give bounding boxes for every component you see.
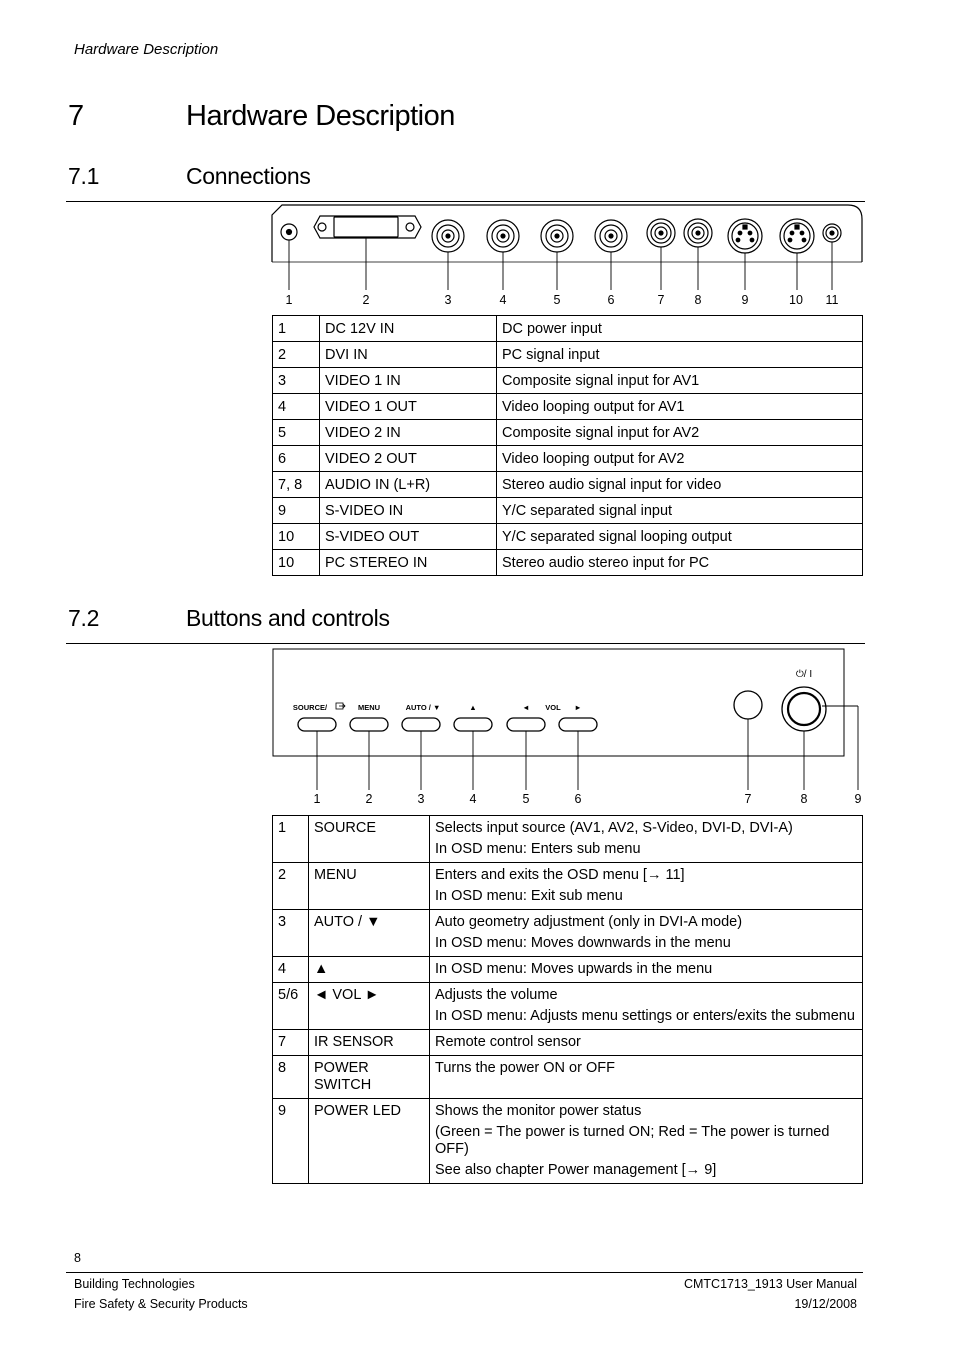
vol-right-button-shape xyxy=(559,718,597,731)
table-row xyxy=(273,420,863,446)
control-name: POWER LED xyxy=(309,1099,430,1184)
description-line: In OSD menu: Moves upwards in the menu xyxy=(435,961,713,977)
section-title-buttons: Buttons and controls xyxy=(186,605,390,631)
control-number: 8 xyxy=(273,1056,309,1099)
section-title-connections: Connections xyxy=(186,163,311,189)
button-callout-6: 6 xyxy=(574,792,582,806)
svideo-connector-in xyxy=(728,219,762,253)
control-name: AUTO / ▼ xyxy=(309,910,430,957)
control-description xyxy=(430,983,863,1030)
connection-number: 2 xyxy=(273,342,320,368)
control-description xyxy=(430,910,863,957)
connection-description: DC power input xyxy=(497,316,863,342)
section-rule-buttons xyxy=(66,643,865,644)
dc-jack-connector xyxy=(281,224,297,240)
callout-7: 7 xyxy=(657,293,665,307)
table-row xyxy=(273,316,863,342)
control-description xyxy=(430,1030,863,1056)
callout-10: 10 xyxy=(789,293,803,307)
connection-description: Stereo audio stereo input for PC xyxy=(497,550,863,576)
connection-name: VIDEO 1 OUT xyxy=(320,394,497,420)
running-header: Hardware Description xyxy=(74,41,219,58)
control-description xyxy=(430,1099,863,1184)
callout-1: 1 xyxy=(285,293,293,307)
connection-number: 10 xyxy=(273,524,320,550)
connections-table xyxy=(272,315,863,576)
connection-number: 7, 8 xyxy=(273,472,320,498)
table-row xyxy=(273,524,863,550)
table-row xyxy=(273,816,863,863)
vol-left-label: ◄ xyxy=(522,703,530,712)
table-row xyxy=(273,863,863,910)
button-callout-2: 2 xyxy=(365,792,373,806)
connection-description: Video looping output for AV2 xyxy=(497,446,863,472)
vol-label: VOL xyxy=(545,703,561,712)
chapter-title: Hardware Description xyxy=(186,100,455,132)
callout-9: 9 xyxy=(741,293,749,307)
connection-description: Composite signal input for AV1 xyxy=(497,368,863,394)
description-line: Adjusts the volume xyxy=(435,987,558,1003)
connection-number: 9 xyxy=(273,498,320,524)
connection-number: 5 xyxy=(273,420,320,446)
table-row xyxy=(273,446,863,472)
description-line: (Green = The power is turned ON; Red = The power is turned OFF) xyxy=(435,1124,830,1157)
table-row xyxy=(273,910,863,957)
rear-panel-outline xyxy=(272,205,862,262)
footer-date: 19/12/2008 xyxy=(794,1297,857,1311)
rca-connector-audio-left xyxy=(647,219,675,247)
ir-sensor-shape xyxy=(734,691,762,719)
connection-description: Composite signal input for AV2 xyxy=(497,420,863,446)
source-label: SOURCE/ xyxy=(292,703,328,712)
description-line: In OSD menu: Enters sub menu xyxy=(435,841,641,857)
control-description xyxy=(430,863,863,910)
connection-name: PC STEREO IN xyxy=(320,550,497,576)
description-line: Shows the monitor power status xyxy=(435,1103,642,1119)
connection-description: PC signal input xyxy=(497,342,863,368)
auto-button-shape xyxy=(402,718,440,731)
control-name: POWER SWITCH xyxy=(309,1056,430,1099)
power-symbol-label: ⏻/ I xyxy=(795,669,813,680)
callout-2: 2 xyxy=(362,293,370,307)
table-row xyxy=(273,957,863,983)
dvi-connector xyxy=(314,216,421,238)
source-icon xyxy=(336,703,345,709)
connection-name: DC 12V IN xyxy=(320,316,497,342)
buttons-diagram xyxy=(266,646,870,808)
control-number: 1 xyxy=(273,816,309,863)
description-line: Turns the power ON or OFF xyxy=(435,1060,615,1076)
bnc-connector-video2-out xyxy=(595,220,627,252)
control-name: ◄ VOL ► xyxy=(309,983,430,1030)
control-description xyxy=(430,1056,863,1099)
table-row xyxy=(273,1030,863,1056)
control-number: 9 xyxy=(273,1099,309,1184)
description-line: Remote control sensor xyxy=(435,1034,581,1050)
section-rule-connections xyxy=(66,201,865,202)
table-row xyxy=(273,368,863,394)
control-description xyxy=(430,957,863,983)
connection-description: Video looping output for AV1 xyxy=(497,394,863,420)
auto-label: AUTO / ▼ xyxy=(405,703,441,712)
button-callout-1: 1 xyxy=(313,792,321,806)
table-row xyxy=(273,498,863,524)
bnc-connector-video1-in xyxy=(432,220,464,252)
bnc-connector-video1-out xyxy=(487,220,519,252)
description-line: Auto geometry adjustment (only in DVI-A mode) xyxy=(435,914,743,930)
control-number: 4 xyxy=(273,957,309,983)
table-row xyxy=(273,394,863,420)
section-number-buttons: 7.2 xyxy=(68,605,100,631)
table-row xyxy=(273,1099,863,1184)
connection-name: S-VIDEO OUT xyxy=(320,524,497,550)
callout-6: 6 xyxy=(607,293,615,307)
connection-number: 4 xyxy=(273,394,320,420)
control-number: 5/6 xyxy=(273,983,309,1030)
table-row xyxy=(273,1056,863,1099)
table-row xyxy=(273,550,863,576)
button-callout-3: 3 xyxy=(417,792,425,806)
description-line: Enters and exits the OSD menu [→ 11] xyxy=(435,867,685,883)
connection-number: 6 xyxy=(273,446,320,472)
button-callout-7: 7 xyxy=(744,792,752,806)
chapter-number: 7 xyxy=(68,100,84,132)
control-description xyxy=(430,816,863,863)
buttons-table xyxy=(272,815,863,1184)
connection-name: DVI IN xyxy=(320,342,497,368)
button-callout-4: 4 xyxy=(469,792,477,806)
page-number: 8 xyxy=(74,1251,81,1265)
control-name: SOURCE xyxy=(309,816,430,863)
control-number: 7 xyxy=(273,1030,309,1056)
button-callout-9: 9 xyxy=(854,792,862,806)
footer-company: Building Technologies xyxy=(74,1277,195,1291)
control-name: IR SENSOR xyxy=(309,1030,430,1056)
callout-4: 4 xyxy=(499,293,507,307)
description-line: Selects input source (AV1, AV2, S-Video, DVI-D, DVI-A) xyxy=(435,820,793,836)
connection-description: Y/C separated signal input xyxy=(497,498,863,524)
source-button-shape xyxy=(298,718,336,731)
rca-connector-audio-right xyxy=(684,219,712,247)
connection-number: 10 xyxy=(273,550,320,576)
callout-11: 11 xyxy=(825,293,839,307)
description-line: In OSD menu: Exit sub menu xyxy=(435,888,623,904)
vol-left-button-shape xyxy=(507,718,545,731)
up-label: ▲ xyxy=(469,703,477,712)
callout-5: 5 xyxy=(553,293,561,307)
control-number: 3 xyxy=(273,910,309,957)
description-line: In OSD menu: Moves downwards in the menu xyxy=(435,935,731,951)
description-line: See also chapter Power management [→ 9] xyxy=(435,1162,717,1178)
control-name: MENU xyxy=(309,863,430,910)
menu-button-shape xyxy=(350,718,388,731)
description-line: In OSD menu: Adjusts menu settings or enters/exits the submenu xyxy=(435,1008,855,1024)
footer-division: Fire Safety & Security Products xyxy=(74,1297,248,1311)
button-callout-8: 8 xyxy=(800,792,808,806)
table-row xyxy=(273,342,863,368)
connection-description: Y/C separated signal looping output xyxy=(497,524,863,550)
connection-name: VIDEO 2 OUT xyxy=(320,446,497,472)
table-row xyxy=(273,983,863,1030)
footer-rule xyxy=(66,1272,863,1273)
connection-number: 3 xyxy=(273,368,320,394)
menu-label: MENU xyxy=(357,703,381,712)
bnc-connector-video2-in xyxy=(541,220,573,252)
control-number: 2 xyxy=(273,863,309,910)
connections-diagram xyxy=(266,203,870,311)
connection-number: 1 xyxy=(273,316,320,342)
button-callout-5: 5 xyxy=(522,792,530,806)
section-number-connections: 7.1 xyxy=(68,163,100,189)
vol-right-label: ► xyxy=(574,703,582,712)
callout-8: 8 xyxy=(694,293,702,307)
connection-name: S-VIDEO IN xyxy=(320,498,497,524)
connection-name: VIDEO 2 IN xyxy=(320,420,497,446)
connection-name: VIDEO 1 IN xyxy=(320,368,497,394)
callout-3: 3 xyxy=(444,293,452,307)
connection-description: Stereo audio signal input for video xyxy=(497,472,863,498)
footer-document-title: CMTC1713_1913 User Manual xyxy=(683,1277,857,1291)
table-row xyxy=(273,472,863,498)
connection-name: AUDIO IN (L+R) xyxy=(320,472,497,498)
pc-stereo-jack xyxy=(823,224,841,242)
control-name: ▲ xyxy=(309,957,430,983)
svideo-connector-out xyxy=(780,219,814,253)
up-button-shape xyxy=(454,718,492,731)
